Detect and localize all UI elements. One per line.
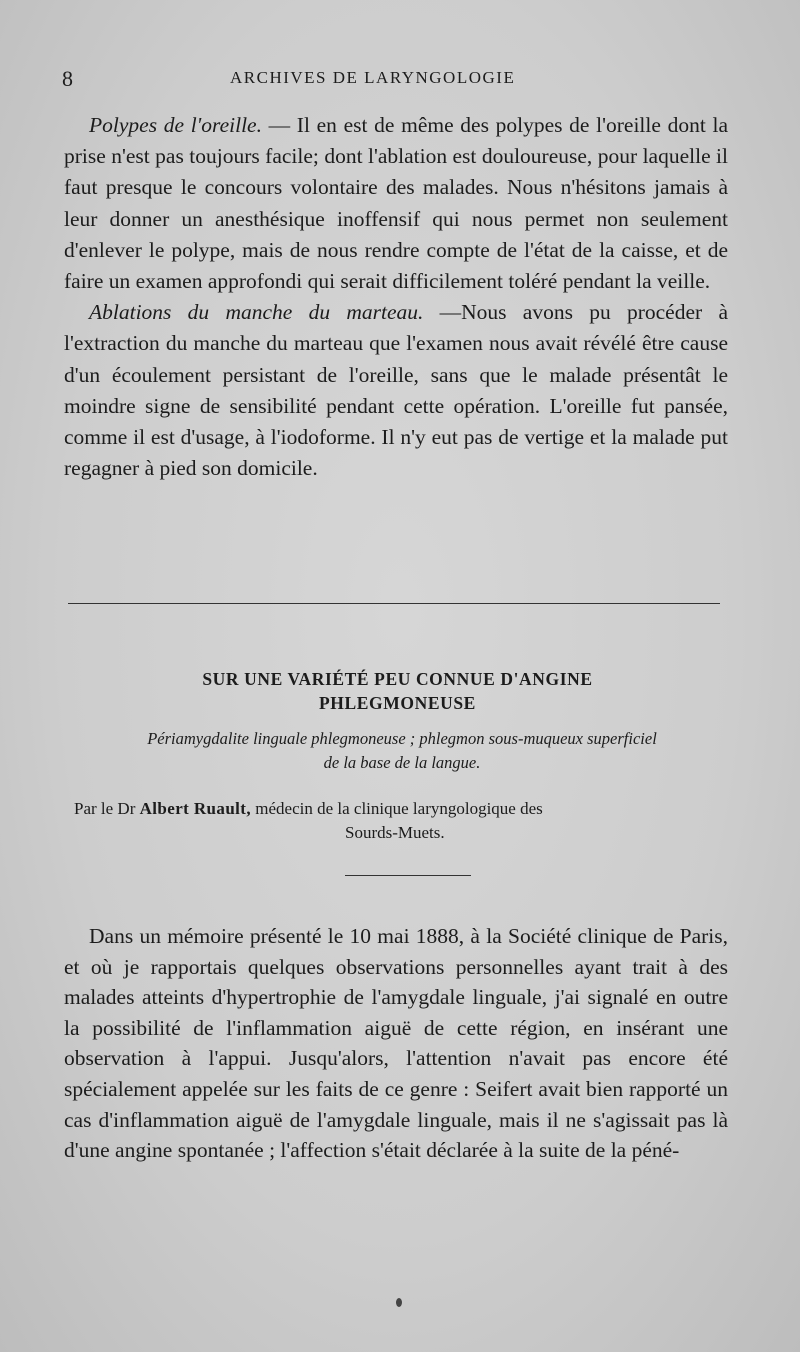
article-title-line2: PHLEGMONEUSE bbox=[319, 693, 476, 713]
page-header bbox=[62, 66, 662, 96]
paragraph-ear-polyps bbox=[64, 110, 728, 297]
article-subtitle-line1: Périamygdalite linguale phlegmoneuse ; phlegmon sous-muqueux superficiel bbox=[147, 729, 657, 748]
paragraph-text: — Il en est de même des polypes de l'oreille dont la prise n'est pas toujours facile; dont l'ablation est douloureuse, pour laquelle il faut presque le concours volontaire des malades. Nous n'hésitons jamais à leur donner un anesthésique inoffensif qui nous permet non seulement d'enlever le polype, mais de nous rendre compte de l'état de la caisse, et de faire un examen approfondi qui serait difficilement toléré pendant la veille. bbox=[64, 113, 728, 294]
article-body bbox=[64, 921, 728, 1166]
article-paragraph: Dans un mémoire présenté le 10 mai 1888, à la Société clinique de Paris, et où je rapportais quelques observations personnelles ayant trait à des malades atteints d'hypertrophie de l'amygdale linguale, j'ai signalé en outre la possibilité de l'inflammation aiguë de cette région, en insérant une observation à l'appui. Jusqu'alors, l'attention n'avait pas encore été spécialement appelée sur les faits de ce genre : Seifert avait bien rapporté un cas d'inflammation aiguë de l'amygdale linguale, mais il ne s'agissait pas là d'une angine spontanée ; l'affection s'était déclarée à la suite de la péné- bbox=[64, 924, 728, 1163]
paragraph-text: —Nous avons pu procéder à l'extraction du manche du marteau que l'examen nous avait révélé être cause d'un écoulement persistant de l'oreille, sans que le malade présentât le moindre signe de sensibilité pendant cette opération. L'oreille fut pansée, comme il est d'usage, à l'iodoforme. Il n'y eut pas de vertige et la malade put regagner à pied son domicile. bbox=[64, 300, 728, 481]
section-ear-procedures bbox=[64, 110, 728, 484]
paragraph-heading: Ablations du manche du marteau. bbox=[89, 300, 424, 325]
paragraph-heading: Polypes de l'oreille. bbox=[89, 113, 262, 137]
title-separator bbox=[345, 875, 471, 876]
page-number: 8 bbox=[62, 66, 73, 91]
running-head: ARCHIVES DE LARYNGOLOGIE bbox=[230, 68, 516, 87]
paragraph-malleus-ablation bbox=[64, 297, 728, 484]
byline bbox=[74, 797, 724, 821]
author-name: Albert Ruault, bbox=[139, 799, 252, 818]
article-title-line1: SUR UNE VARIÉTÉ PEU CONNUE D'ANGINE bbox=[202, 669, 593, 689]
article-subtitle-line2: de la base de la langue. bbox=[323, 753, 481, 772]
byline-suffix: médecin de la clinique laryngologique des bbox=[251, 799, 543, 818]
section-divider bbox=[68, 603, 720, 604]
byline-continuation: Sourds-Muets. bbox=[345, 823, 445, 842]
byline-prefix: Par le Dr bbox=[74, 799, 140, 818]
ink-speck bbox=[396, 1298, 402, 1307]
